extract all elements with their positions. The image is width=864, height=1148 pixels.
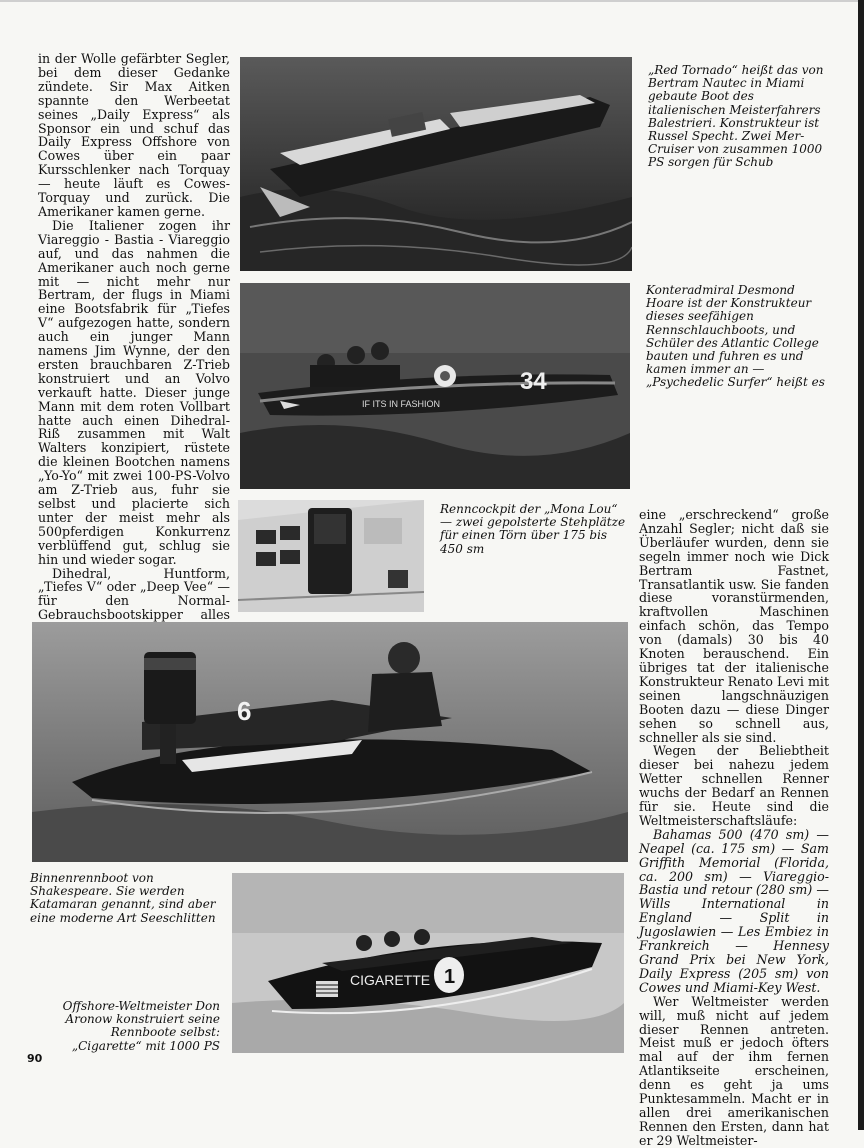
photo-mona-lou-cockpit: [238, 500, 424, 612]
caption-shakespeare: Binnenrennboot von Shakespeare. Sie werden Katamaran genannt, sind aber eine moderne Art Seeschlitten: [30, 871, 216, 925]
caption-mona-lou: Renncockpit der „Mona Lou“ — zwei gepolsterte Stehplätze für einen Törn über 175 bis 450 sm: [440, 502, 626, 556]
photo-shakespeare-boat: [32, 622, 628, 862]
page-number: 90: [27, 1052, 43, 1065]
left-text-column: [38, 52, 230, 720]
left-paragraph-1: in der Wolle gefärbter Segler, bei dem dieser Gedanke zündete. Sir Max Aitken spannte den Werbeetat seines „Daily Express“ als Sponsor ein und schuf das Daily Express Offshore von Cowes über ein paar Kursschlenker nach Torquay — heute läuft es Cowes-Torquay und zurück. Die Amerikaner kamen gerne.: [38, 51, 230, 219]
photo-red-tornado: [240, 57, 632, 271]
right-text-column: [639, 508, 829, 1148]
right-paragraph-4: Wer Weltmeister werden will, muß nicht auf jedem dieser Rennen antreten. Meist muß er jedoch öfters mal auf der ihm fernen Atlantikseite erscheinen, denn es geht ja ums Punktesammeln. Macht er in allen drei amerikanischen Rennen den Ersten, dann hat er 29 Weltmeister-: [639, 993, 829, 1148]
surfer-hull-text: IF ITS IN FASHION: [362, 399, 441, 409]
caption-red-tornado: „Red Tornado“ heißt das von Bertram Nautec in Miami gebaute Boot des italienischen Meisterfahrers Balestrieri. Konstrukteur ist Russel Specht. Zwei Mer-Cruiser von zusammen 1000 PS sorgen für Schub: [648, 63, 824, 170]
cigarette-number: 1: [444, 966, 456, 988]
surfer-number: 34: [520, 368, 547, 395]
left-paragraph-3: Dihedral, Huntform, „Tiefes V“ oder „Deep Vee“ — für den Normal-Gebrauchsbootskipper alles: [38, 565, 230, 623]
photo-psychedelic-surfer: [240, 283, 630, 489]
scan-edge: [858, 0, 864, 1130]
photo-cigarette: [232, 873, 624, 1053]
caption-cigarette: Offshore-Weltmeister Don Aronow konstruiert seine Rennboote selbst: „Cigarette“ mit 1000 PS: [62, 999, 220, 1053]
left-paragraph-2: Die Italiener zogen ihr Viareggio - Bastia - Viareggio auf, und das nahmen die Amerikaner auch noch gerne mit — nicht mehr nur Bertram, der flugs in Miami eine Bootsfabrik für „Tiefes V“ aufgezogen hatte, sondern auch ein junger Mann namens Jim Wynne, der den ersten brauchbaren Z-Trieb konstruiert und an Volvo verkauft hatte. Dieser junge Mann mit dem roten Vollbart hatte auch einen Dihedral-Riß zusammen mit Walt Walters konzipiert, rüstete die kleinen Bootchen namens „Yo-Yo“ mit zwei 100-PS-Volvo am Z-Trieb aus, fuhr sie selbst und placierte sich unter der meist mehr als 500pferdigen Konkurrenz verblüffend gut, schlug sie hin und wieder sogar.: [38, 217, 230, 567]
right-paragraph-3: Bahamas 500 (470 sm) — Neapel (ca. 175 sm) — Sam Griffith Memorial (Florida, ca. 200 sm) — Viareggio-Bastia und retour (280 sm) — Wills International in England — Split in Jugoslawien — Les Embiez in Frankreich — Hennesy Grand Prix bei New York, Daily Express (205 sm) von Cowes und Miami-Key West.: [639, 826, 829, 995]
right-paragraph-2: Wegen der Beliebtheit dieser bei nahezu jedem Wetter schnellen Renner wuchs der Bedarf an Rennen für sie. Heute sind die Weltmeisterschaftsläufe:: [639, 743, 829, 828]
right-paragraph-1: eine „erschreckend“ große Anzahl Segler; nicht daß sie Überläufer wurden, denn sie segeln immer noch wie Dick Bertram Fastnet, Transatlantik usw. Sie fanden diese voranstürmenden, kraftvollen Maschinen einfach schön, das Tempo von (damals) 30 bis 40 Knoten berauschend. Ein übriges tat der italienische Konstrukteur Renato Levi mit seinen langschnäuzigen Booten dazu — diese Dinger sehen so schnell aus, schneller als sie sind.: [639, 507, 829, 745]
shakespeare-number: 6: [237, 696, 252, 726]
caption-psychedelic-surfer: Konteradmiral Desmond Hoare ist der Konstrukteur dieses seefähigen Rennschlauchboots, und Schüler des Atlantic College bauten und fuhren es und kamen immer an — „Psychedelic Surfer“ heißt es: [646, 283, 825, 390]
cigarette-name: CIGARETTE: [350, 972, 431, 988]
top-edge: [0, 0, 864, 2]
